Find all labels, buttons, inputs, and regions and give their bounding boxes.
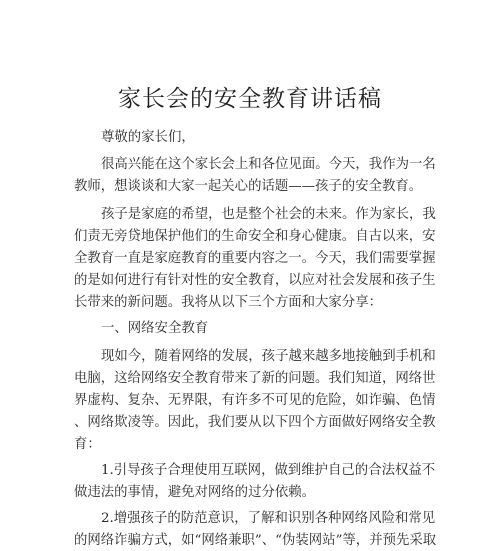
section-heading: 一、网络安全教育 xyxy=(101,321,209,336)
paragraph-line: 全教育一直是家庭教育的重要内容之一。今天，我们需要掌握 xyxy=(74,251,436,266)
paragraph-line: 的是如何进行有针对性的安全教育，以应对社会发展和孩子生 xyxy=(74,273,436,288)
paragraph-line: 现如今，随着网络的发展，孩子越来越多地接触到手机和 xyxy=(101,349,436,364)
paragraph-line: 电脑，这给网络安全教育带来了新的问题。我们知道，网络世 xyxy=(74,371,436,386)
paragraph-line: 、网络欺凌等。因此，我们要从以下四个方面做好网络安全教 xyxy=(74,415,436,430)
paragraph-line: 教师，想谈谈和大家一起关心的话题——孩子的安全教育。 xyxy=(74,179,423,194)
list-item-line: 的网络诈骗方式，如“网络兼职”、“伪装网站”等，并预先采取 xyxy=(74,533,437,548)
document-title: 家长会的安全教育讲话稿 xyxy=(118,86,382,112)
paragraph-line: 孩子是家庭的希望，也是整个社会的未来。作为家长，我 xyxy=(101,207,436,222)
paragraph-line: 长带来的新问题。我将从以下三个方面和大家分享： xyxy=(74,295,382,310)
list-item-line: 1.引导孩子合理使用互联网，做到维护自己的合法权益不 xyxy=(101,463,436,478)
list-item-line: 2.增强孩子的防范意识，了解和识别各种网络风险和常见 xyxy=(101,511,436,526)
paragraph-line: 很高兴能在这个家长会上和各位见面。今天，我作为一名 xyxy=(101,157,436,172)
salutation: 尊敬的家长们， xyxy=(101,130,195,145)
paragraph-line: 界虚构、复杂、无界限，有许多不可见的危险，如诈骗、色情 xyxy=(74,393,436,408)
paragraph-line: 育： xyxy=(74,437,101,452)
list-item-line: 做违法的事情，避免对网络的过分依赖。 xyxy=(74,485,316,500)
paragraph-line: 们责无旁贷地保护他们的生命安全和身心健康。自古以来，安 xyxy=(74,229,436,244)
